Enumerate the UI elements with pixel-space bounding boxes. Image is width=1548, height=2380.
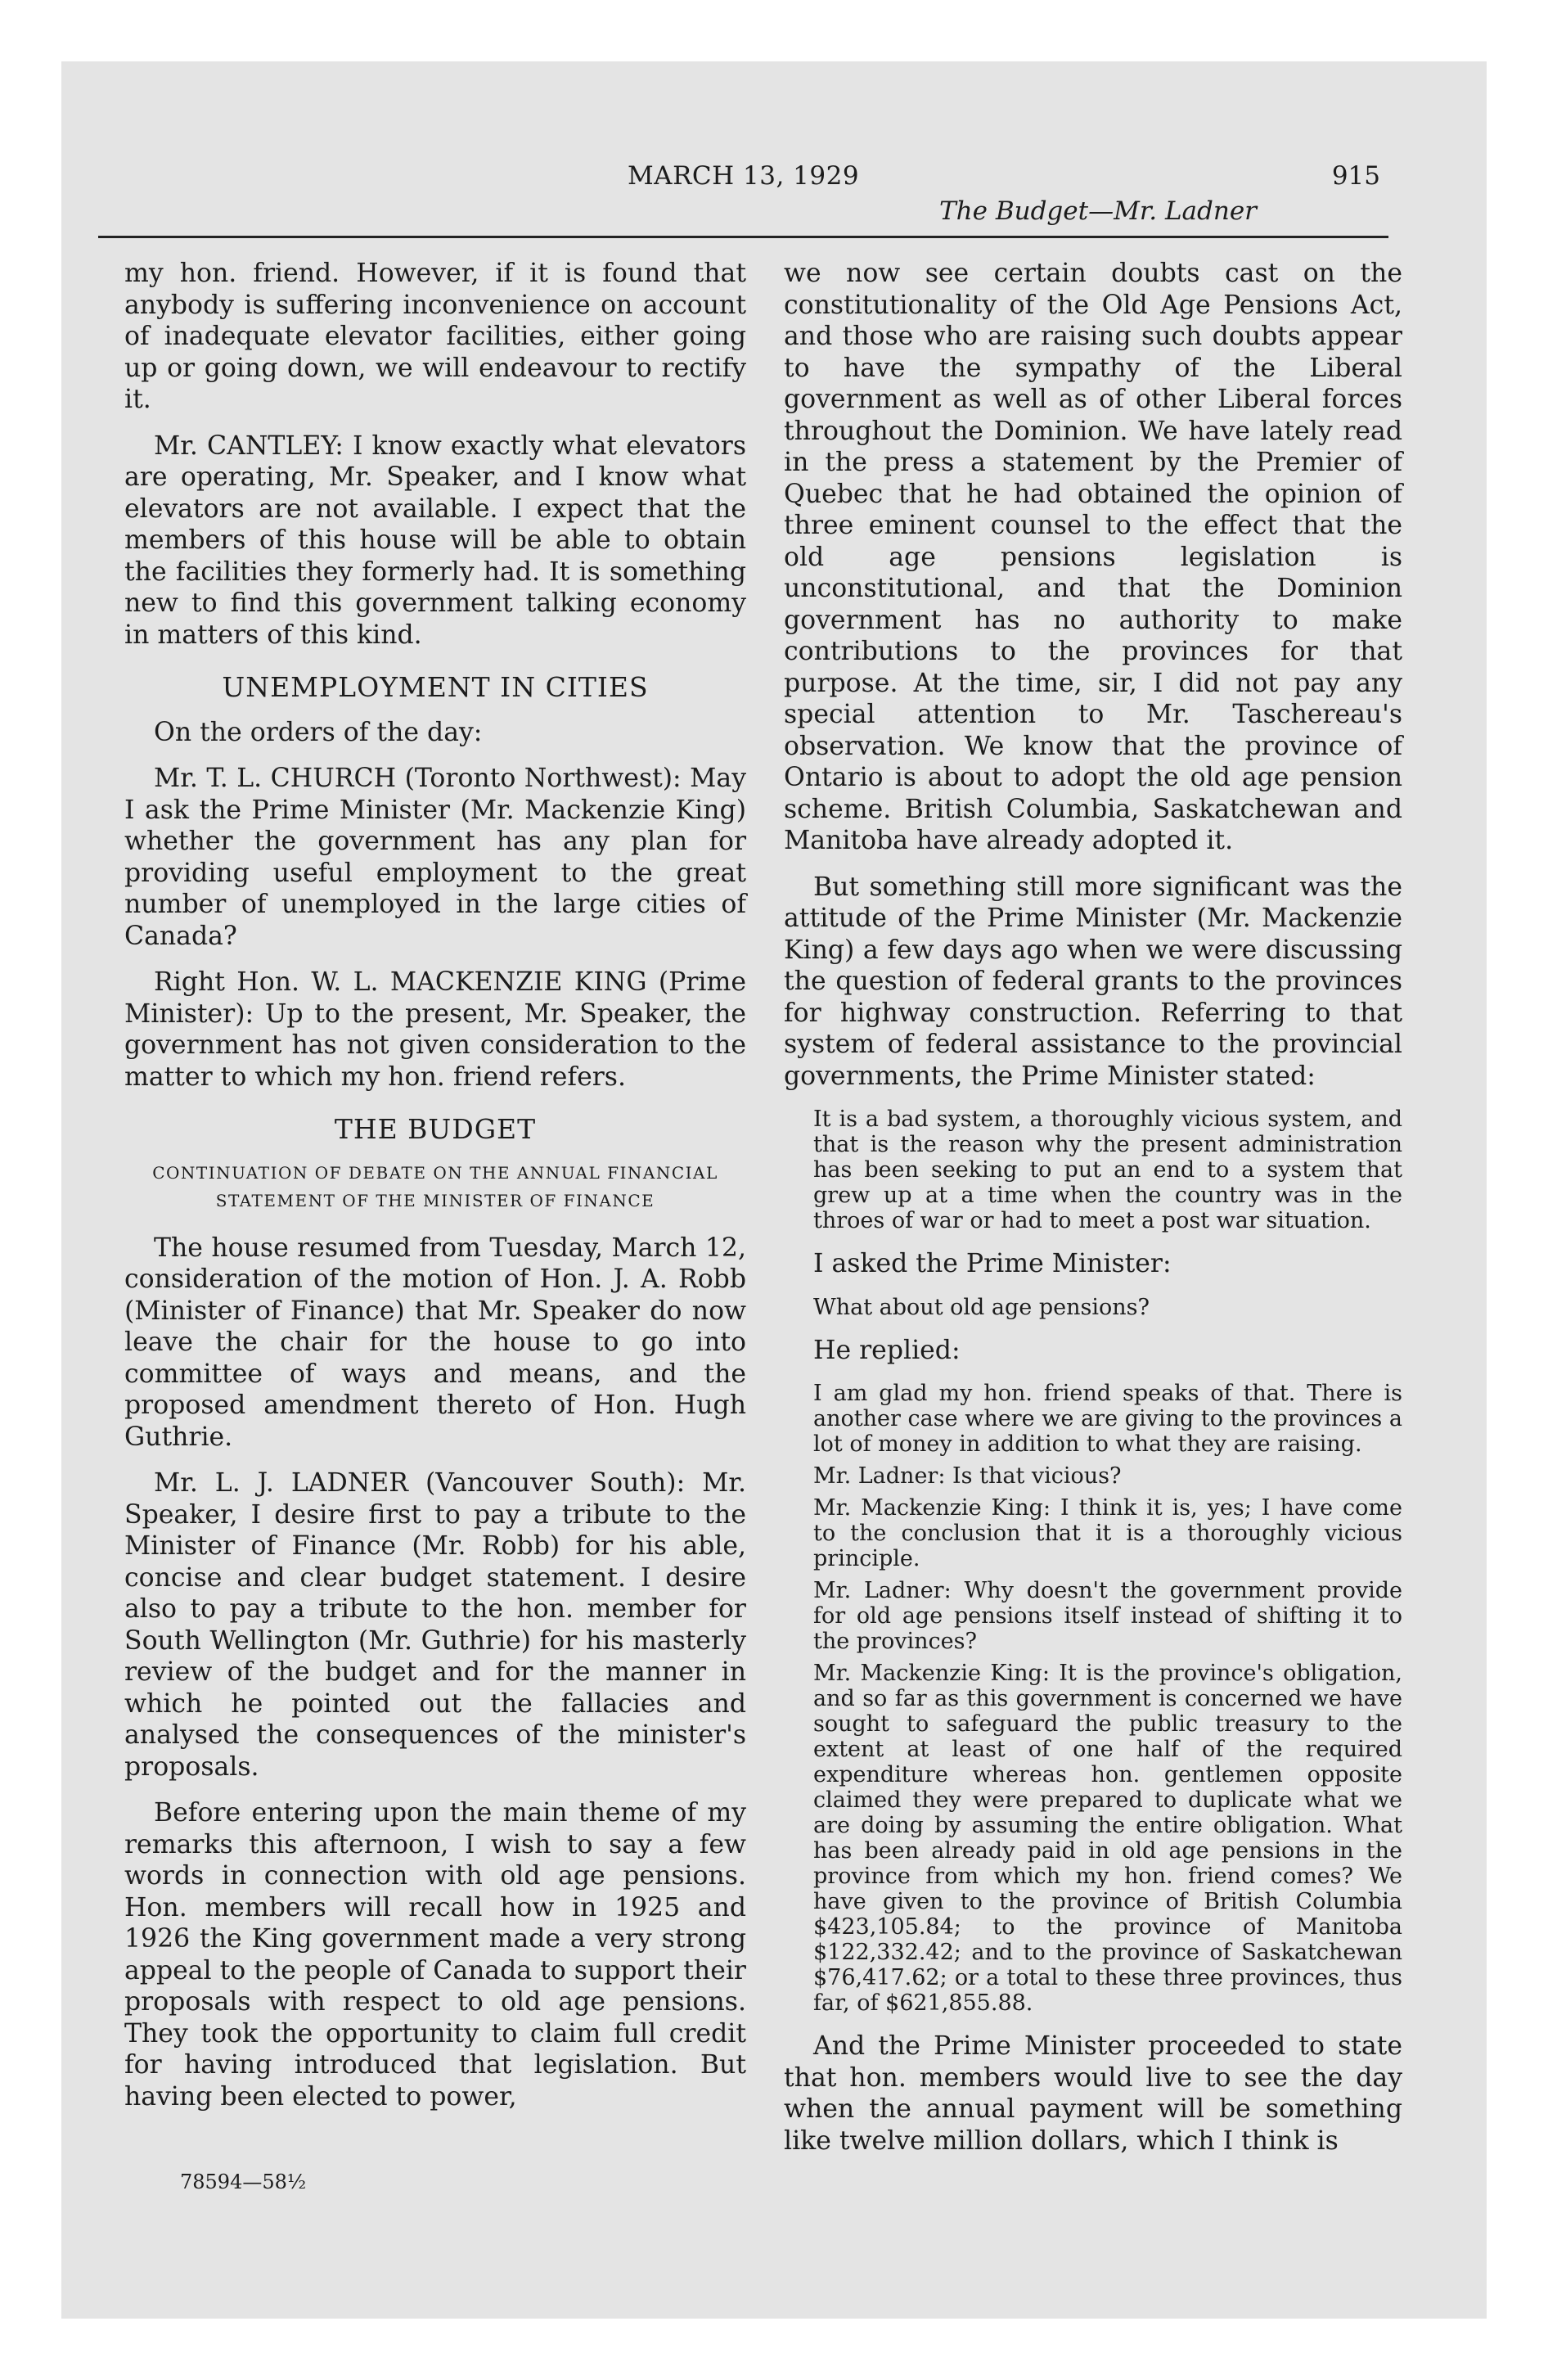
paragraph: Mr. L. J. LADNER (Vancouver South): Mr. Speaker, I desire first to pay a tribute to the Minister of Finance (Mr. Robb) for his able, concise and clear budget statement. I desire also to pay a tribute to the hon. member for South Wellington (Mr. Guthrie) for his masterly review of the budget and for the manner in which he pointed out the fallacies and analysed the consequences of the minister's proposals. [124, 1468, 746, 1782]
paragraph: Before entering upon the main theme of my remarks this afternoon, I wish to say a few words in connection with old age pensions. Hon. members will recall how in 1925 and 1926 the King government made a very strong appeal to the people of Canada to support their proposals with respect to old age pensions. They took the opportunity to claim full credit for having introduced that legislation. But having been elected to power, [124, 1798, 746, 2112]
page-header [98, 102, 1388, 241]
footnote-mark: 78594—58½ [180, 2170, 307, 2193]
paragraph: And the Prime Minister proceeded to state that hon. members would live to see the day when the annual payment will be something like twelve million dollars, which I think is [784, 2031, 1402, 2156]
paragraph: my hon. friend. However, if it is found that anybody is suffering inconvenience on account of inadequate elevator facilities, either going up or going down, we will endeavour to rectify it. [124, 259, 746, 414]
paragraph: Mr. CANTLEY: I know exactly what elevators are operating, Mr. Speaker, and I know what elevators are not available. I expect that the members of this house will be able to obtain the facilities they formerly had. It is something new to find this government talking economy in matters of this kind. [124, 430, 746, 650]
block-quote: I am glad my hon. friend speaks of that. There is another case where we are giving to the provinces a lot of money in addition to what they are raising. [813, 1381, 1402, 1457]
page-number: 915 [1331, 161, 1380, 191]
paragraph: we now see certain doubts cast on the constitutionality of the Old Age Pensions Act, and those who are raising such doubts appear to have the sympathy of the Liberal government as well as of other Liberal forces throughout the Dominion. We have lately read in the press a statement by the Premier of Quebec that he had obtained the opinion of three eminent counsel to the effect that the old age pensions legislation is unconstitutional, and that the Dominion government has no authority to make contributions to the provinces for that purpose. At the time, sir, I did not pay any special attention to Mr. Taschereau's observation. We know that the province of Ontario is about to adopt the old age pension scheme. British Columbia, Saskatchewan and Manitoba have already adopted it. [784, 259, 1402, 855]
paragraph: On the orders of the day: [154, 717, 483, 747]
block-quote: What about old age pensions? [813, 1294, 1150, 1320]
block-quote: Mr. Ladner: Is that vicious? [813, 1463, 1122, 1489]
section-heading: UNEMPLOYMENT IN CITIES [222, 671, 649, 703]
block-quote: Mr. Ladner: Why doesn't the government provide for old age pensions itself instead of shifting it to the provinces? [813, 1578, 1402, 1654]
paragraph: I asked the Prime Minister: [813, 1249, 1172, 1278]
paragraph: But something still more significant was the attitude of the Prime Minister (Mr. Mackenzie King) a few days ago when we were discussing the question of federal grants to the provinces for highway construction. Referring to that system of federal assistance to the provincial governments, the Prime Minister stated: [784, 872, 1402, 1091]
header-rule [98, 236, 1388, 238]
block-quote: It is a bad system, a thoroughly vicious system, and that is the reason why the present administration has been seeking to put an end to a system that grew up at a time when the country was in the throes of war or had to meet a post war situation. [813, 1107, 1402, 1233]
section-subheading: CONTINUATION OF DEBATE ON THE ANNUAL FINANCIAL STATEMENT OF THE MINISTER OF FINANCE [152, 1162, 718, 1210]
paragraph: The house resumed from Tuesday, March 12, consideration of the motion of Hon. J. A. Robb (Minister of Finance) that Mr. Speaker do now leave the chair for the house to go into committee of ways and means, and the proposed amendment thereto of Hon. Hugh Guthrie. [124, 1233, 746, 1452]
left-column [124, 258, 746, 2127]
right-column [784, 258, 1402, 2171]
section-heading: THE BUDGET [334, 1113, 537, 1145]
paragraph: He replied: [813, 1335, 961, 1365]
header-date: MARCH 13, 1929 [627, 161, 860, 191]
running-title: The Budget—Mr. Ladner [939, 196, 1257, 226]
paragraph: Right Hon. W. L. MACKENZIE KING (Prime Minister): Up to the present, Mr. Speaker, the government has not given consideration to the matter to which my hon. friend refers. [124, 967, 746, 1092]
block-quote: Mr. Mackenzie King: I think it is, yes; I have come to the conclusion that it is a thoroughly vicious principle. [813, 1495, 1402, 1571]
paragraph: Mr. T. L. CHURCH (Toronto Northwest): May I ask the Prime Minister (Mr. Mackenzie King) whether the government has any plan for providing useful employment to the great number of unemployed in the large cities of Canada? [124, 764, 746, 951]
block-quote: Mr. Mackenzie King: It is the province's obligation, and so far as this government is concerned we have sought to safeguard the public treasury to the extent at least of one half of the required expenditure whereas hon. gentlemen opposite claimed they were prepared to duplicate what we are doing by assuming the entire obligation. What has been already paid in old age pensions in the province from which my hon. friend comes? We have given to the province of British Columbia $423,105.84; to the province of Manitoba $122,332.42; and to the province of Saskatchewan $76,417.62; or a total to these three provinces, thus far, of $621,855.88. [813, 1661, 1402, 2016]
